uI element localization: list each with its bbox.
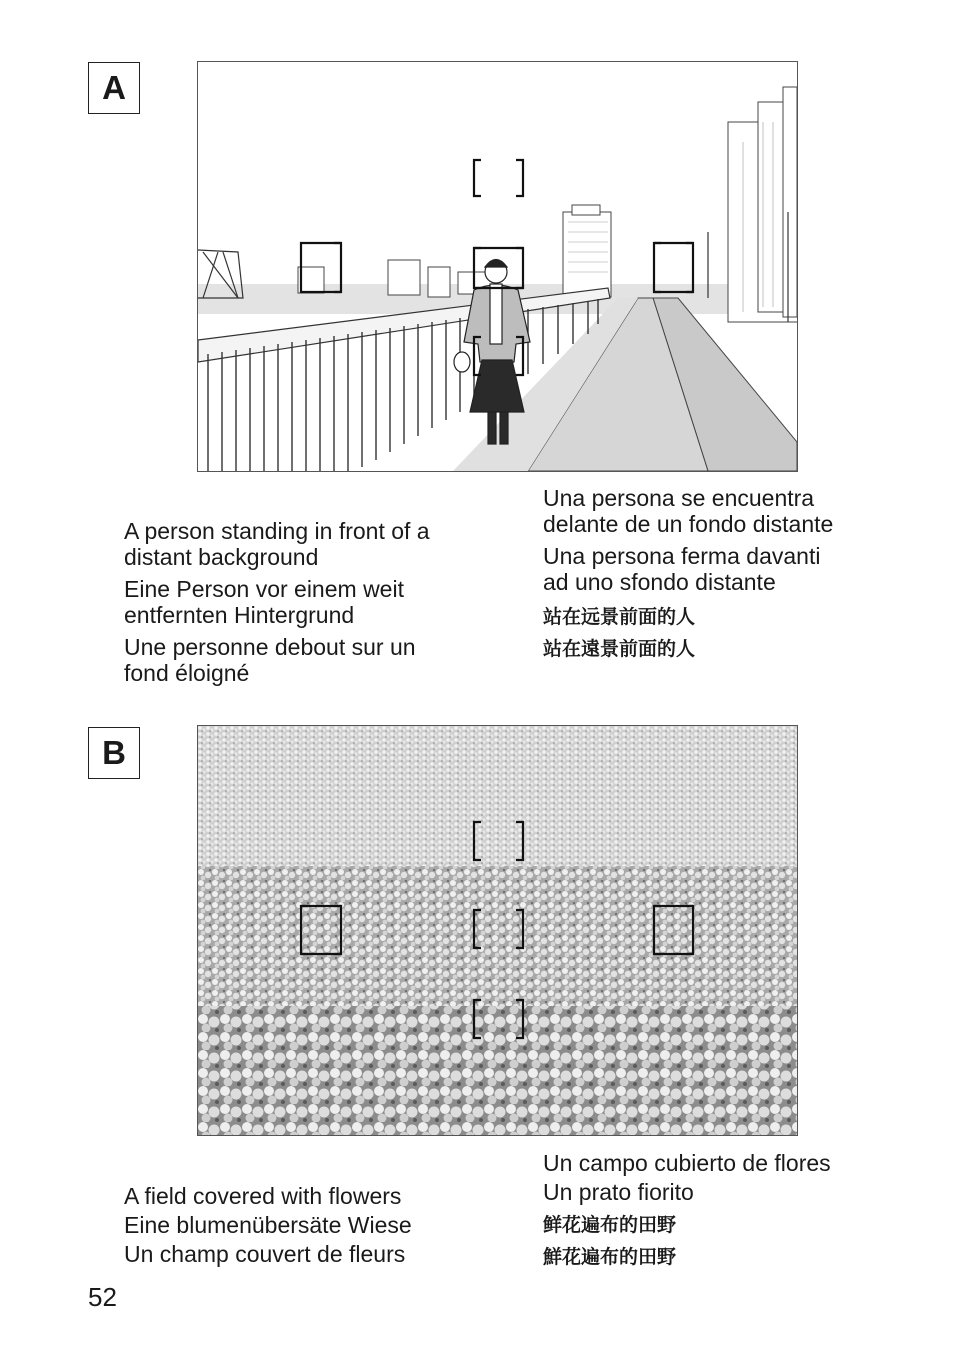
caption-b-zh-cn: 鲜花遍布的田野: [543, 1214, 677, 1236]
caption-a-it: Una persona ferma davanti ad uno sfondo distante: [543, 543, 821, 595]
section-label-a-text: A: [102, 69, 126, 106]
section-label-a: [88, 62, 140, 114]
caption-b-left: [124, 1183, 504, 1267]
street-scene-illustration: [198, 62, 797, 471]
figure-b-flower-field: [197, 725, 798, 1136]
caption-b-es: Un campo cubierto de flores: [543, 1150, 831, 1176]
caption-a-zh-cn: 站在远景前面的人: [543, 606, 696, 628]
caption-a-es: Una persona se encuentra delante de un fondo distante: [543, 485, 834, 537]
caption-b-it: Un prato fiorito: [543, 1179, 694, 1205]
caption-a-left: [124, 518, 504, 692]
caption-b-zh-tw: 鮮花遍布的田野: [543, 1246, 677, 1268]
section-label-b-text: B: [102, 734, 126, 771]
caption-a-zh-tw: 站在遠景前面的人: [543, 638, 696, 660]
caption-a-en: A person standing in front of a distant background: [124, 518, 430, 570]
page-number: 52: [88, 1282, 117, 1312]
caption-b-en: A field covered with flowers: [124, 1183, 402, 1209]
figure-a-person-street: [197, 61, 798, 472]
caption-a-right: [543, 485, 943, 665]
caption-b-right: [543, 1150, 943, 1273]
caption-b-de: Eine blumenübersäte Wiese: [124, 1212, 412, 1238]
caption-b-fr: Un champ couvert de fleurs: [124, 1241, 406, 1267]
caption-a-fr: Une personne debout sur un fond éloigné: [124, 634, 416, 686]
flower-field-illustration: [198, 726, 797, 1135]
caption-a-de: Eine Person vor einem weit entfernten Hintergrund: [124, 576, 404, 628]
section-label-b: [88, 727, 140, 779]
